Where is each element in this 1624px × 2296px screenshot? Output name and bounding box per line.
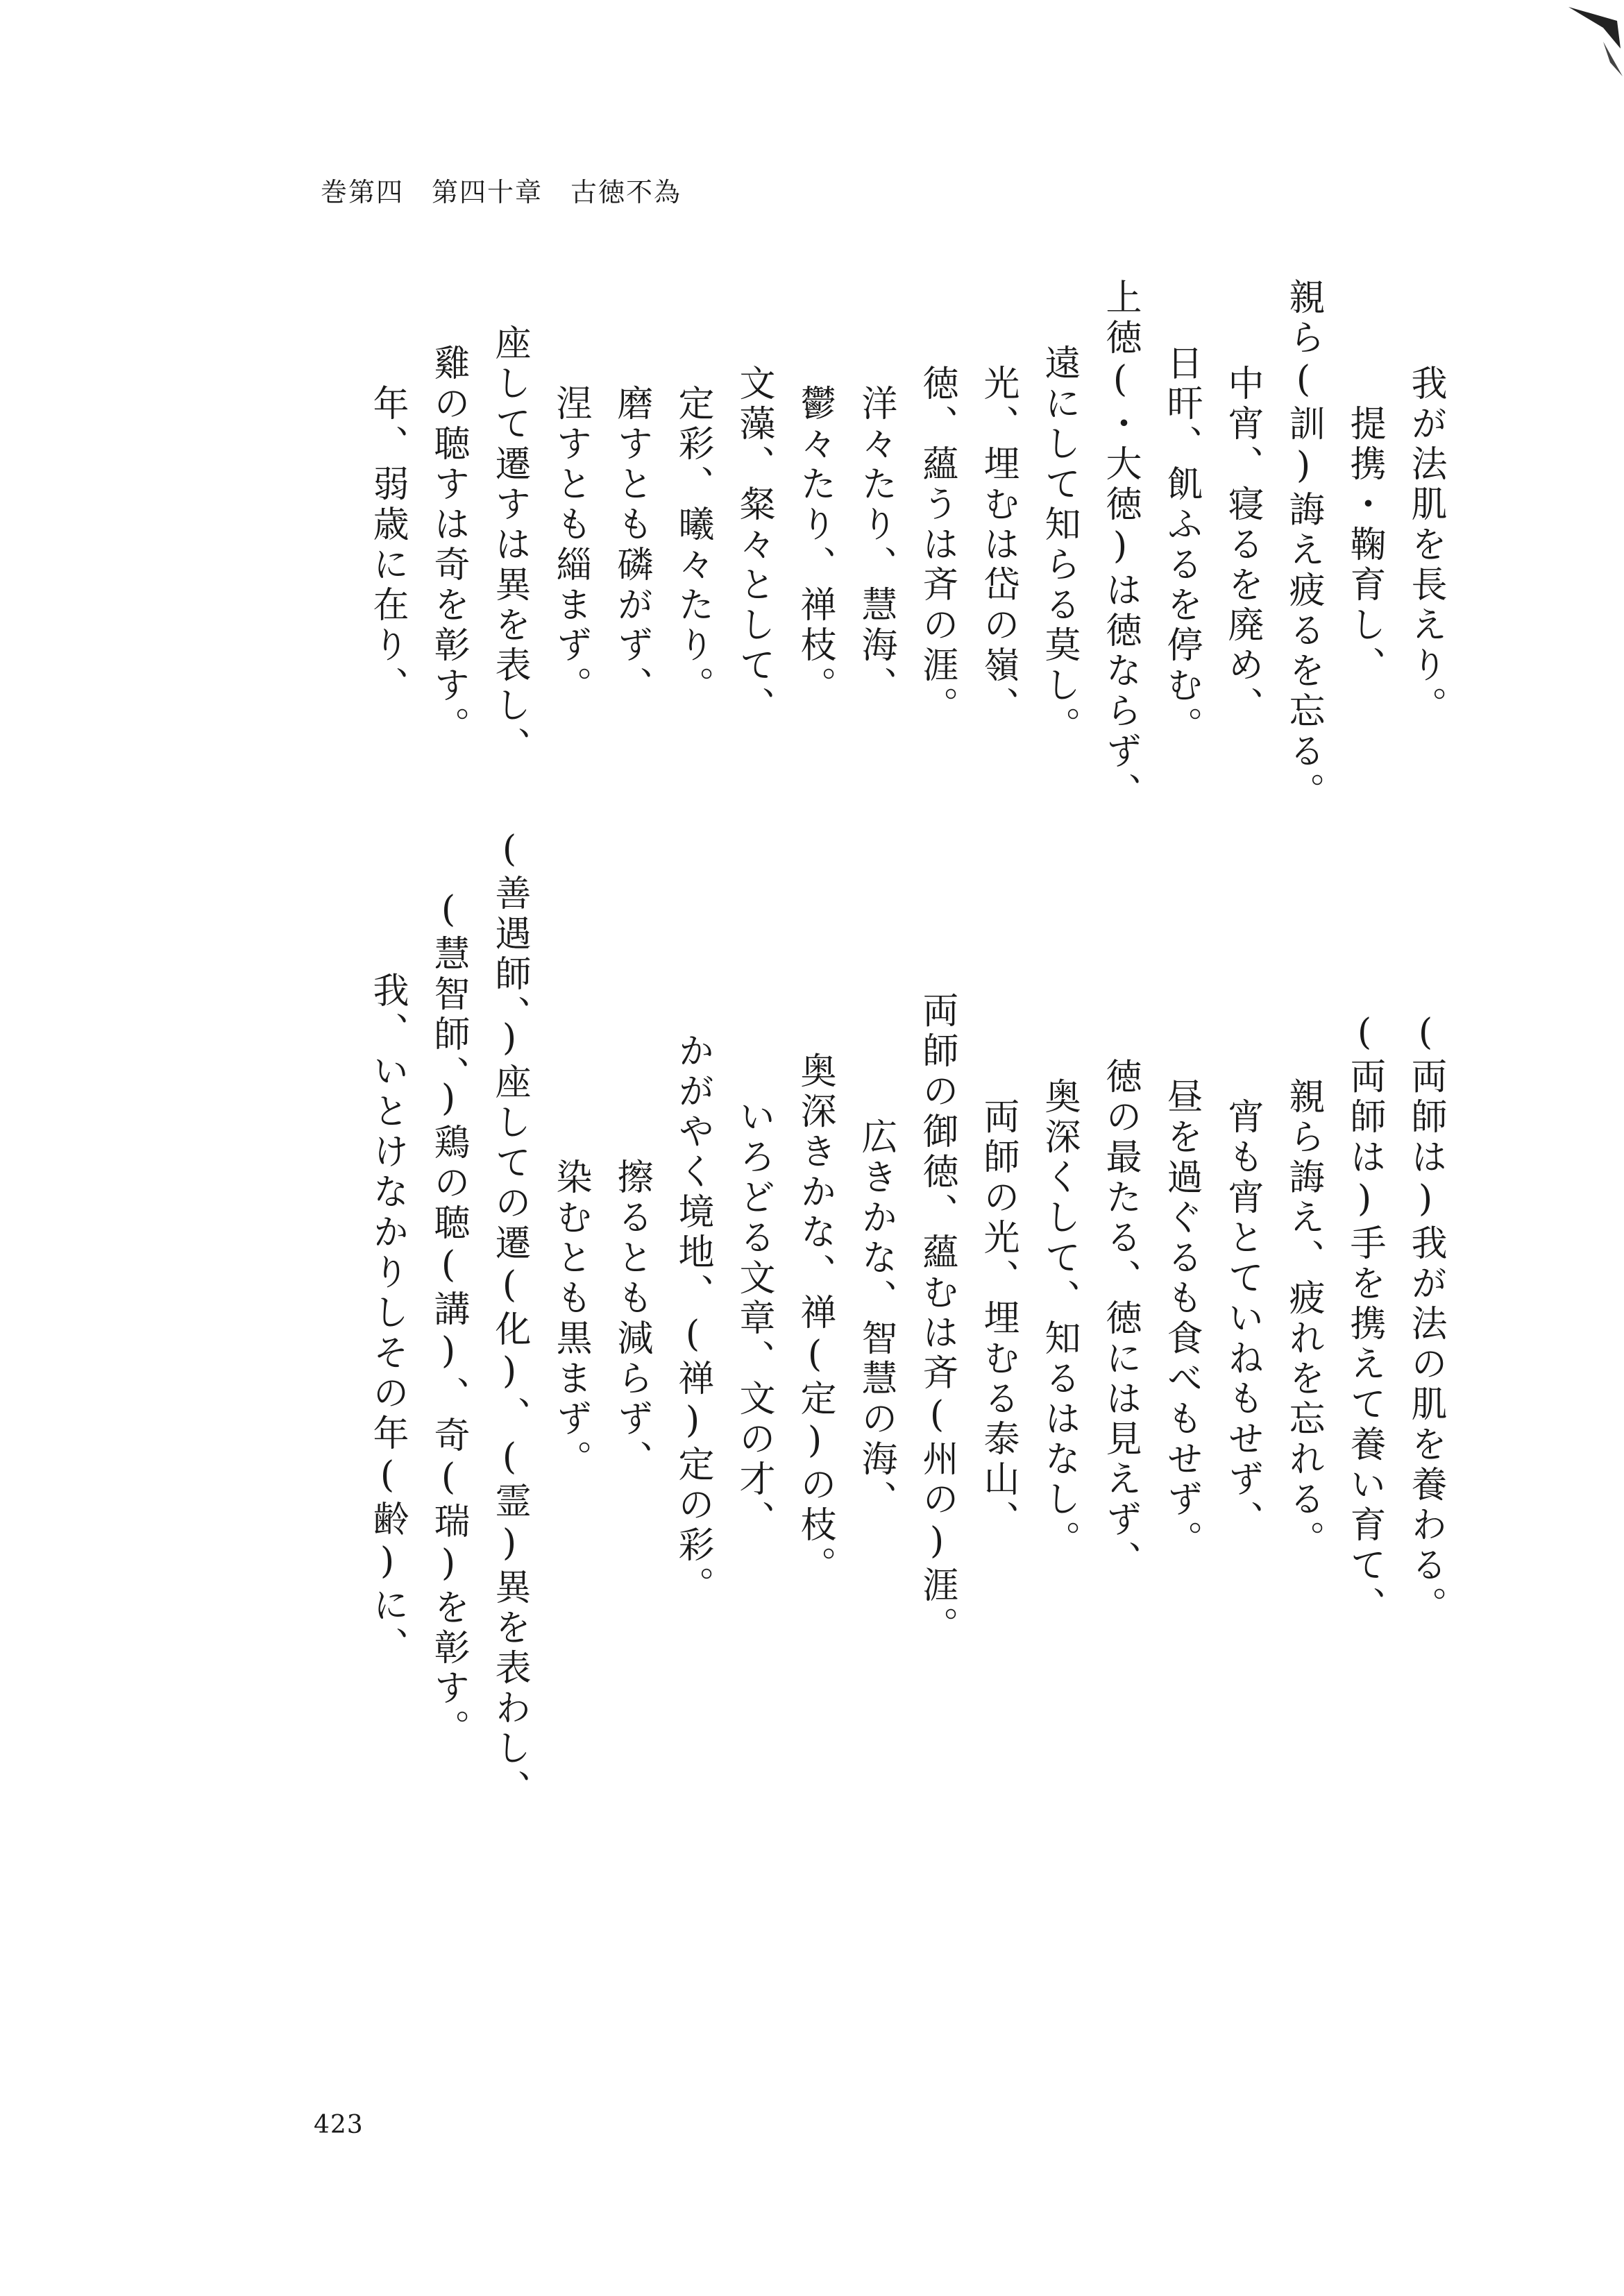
page-number: 423 (314, 2111, 364, 2139)
verse-line: 提携・鞠育し、 (1344, 405, 1385, 686)
verse-line: 涅すとも緇まず。 (550, 384, 591, 706)
verse-line: 遠にして知らる莫し。 (1038, 344, 1080, 747)
verse-line: 定彩、曦々たり。 (672, 384, 713, 706)
verse-line: 鬱々たり、禅枝。 (794, 384, 836, 706)
translation-line: (善遇師、)座しての遷(化)、(霊)異を表わし、 (489, 828, 530, 1810)
verse-line: 雞の聴すは奇を彰す。 (428, 344, 469, 747)
verse-line: 磨すとも磷がず、 (611, 384, 652, 706)
translation-line: 擦るとも減らず、 (611, 1158, 652, 1480)
translation-line: (慧智師、)鶏の聴(講)、奇(瑞)を彰す。 (428, 889, 469, 1749)
verse-line: 親ら(訓)誨え疲るを忘る。 (1283, 278, 1324, 813)
translation-line: 奥深きかな、禅(定)の枝。 (794, 1052, 836, 1586)
verse-line: 年、弱歳に在り、 (366, 384, 408, 706)
translation-verse-block (153, 828, 1446, 1810)
verse-line: 日旰、飢ふるを停む。 (1160, 344, 1202, 747)
translation-line: 昼を過ぐるも食べもせず。 (1160, 1078, 1202, 1561)
translation-line: 奥深くして、知るはなし。 (1038, 1078, 1080, 1561)
translation-line: 宵も宵とていねもせず、 (1221, 1098, 1263, 1540)
translation-line: 染むとも黒まず。 (550, 1158, 591, 1480)
scan-edge-mark (1562, 0, 1624, 83)
running-header: 巻第四 第四十章 古徳不為 (321, 177, 682, 207)
verse-line: 上徳(・大徳)は徳ならず、 (1099, 278, 1141, 813)
translation-line: 両師の光、埋むる泰山、 (977, 1098, 1019, 1540)
original-verse-block (153, 278, 1446, 813)
translation-line: (両師は)我が法の肌を養わる。 (1405, 1012, 1446, 1626)
translation-line: 両師の御徳、蘊むは斉(州の)涯。 (916, 992, 958, 1647)
translation-line: (両師は)手を携えて養い育て、 (1344, 1012, 1385, 1626)
verse-line: 洋々たり、慧海、 (855, 384, 897, 706)
translation-line: 広きかな、智慧の海、 (855, 1118, 897, 1520)
verse-line: 中宵、寝るを廃め、 (1221, 364, 1263, 726)
verse-line: 徳、蘊うは斉の涯。 (916, 364, 958, 726)
translation-line: 徳の最たる、徳には見えず、 (1099, 1057, 1141, 1581)
translation-line: かがやく境地、(禅)定の彩。 (672, 1032, 713, 1606)
verse-line: 光、埋むは岱の嶺、 (977, 364, 1019, 726)
translation-line: 親ら誨え、疲れを忘れる。 (1283, 1078, 1324, 1561)
verse-line: 我が法肌を長えり。 (1405, 364, 1446, 726)
translation-line: 我、いとけなかりしその年(齢)に、 (366, 971, 408, 1667)
translation-line: いろどる文章、文の才、 (733, 1098, 775, 1540)
verse-line: 座して遷すは異を表し、 (489, 324, 530, 767)
verse-line: 文藻、粲々として、 (733, 364, 775, 726)
